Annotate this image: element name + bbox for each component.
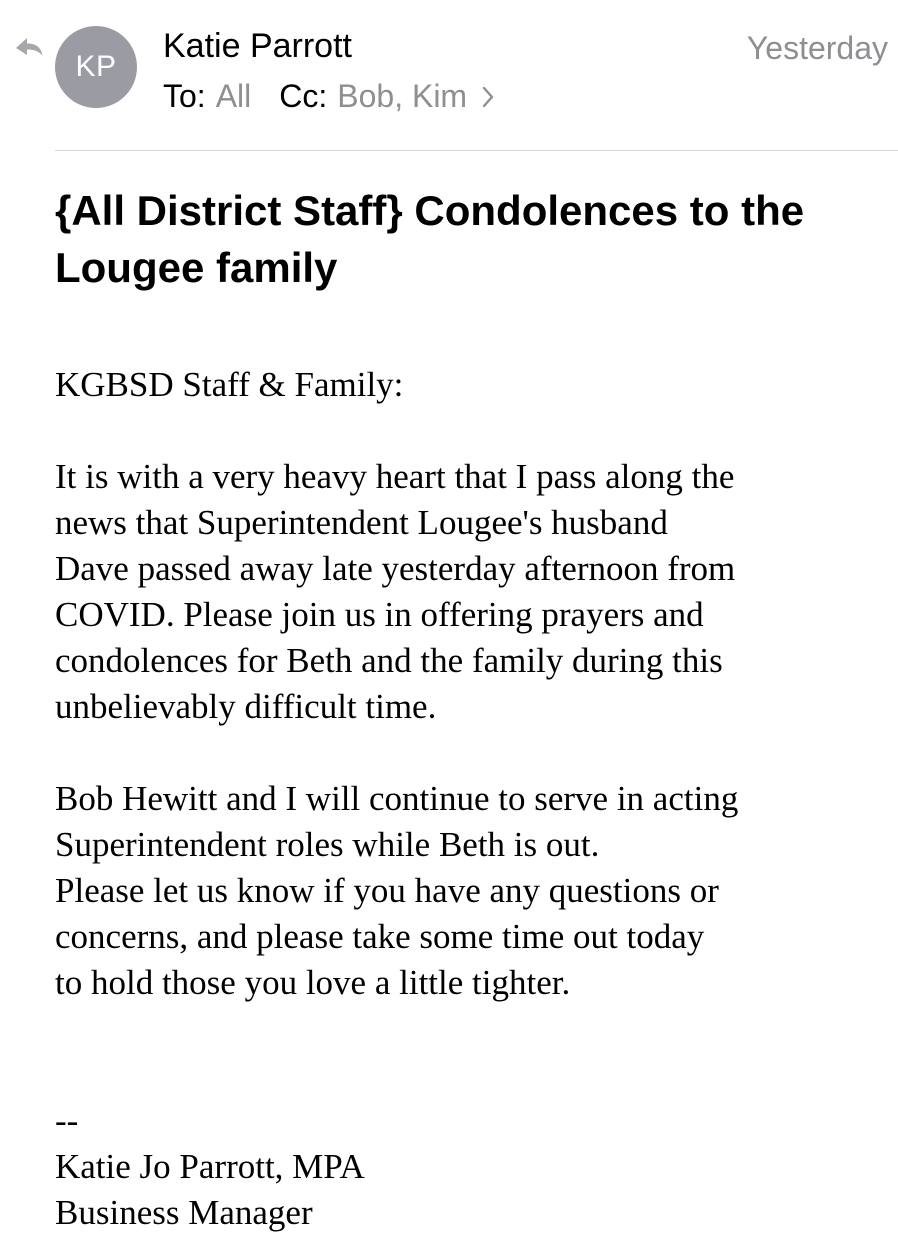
recipients-row[interactable]	[163, 78, 495, 115]
email-body	[55, 362, 895, 1236]
email-paragraph-2: Bob Hewitt and I will continue to serve in acting Superintendent roles while Beth is out. Please let us know if you have any questions or concerns, and please take some time out today to hold those you love a little tighter.	[55, 779, 739, 1002]
message-header	[0, 0, 898, 150]
signature-title: Business Manager	[55, 1193, 313, 1232]
cc-label: Cc:	[279, 78, 328, 114]
email-greeting: KGBSD Staff & Family:	[55, 365, 404, 404]
signature-separator: --	[55, 1101, 79, 1140]
cc-recipients[interactable]: Bob, Kim	[337, 78, 468, 114]
to-label: To:	[163, 78, 206, 114]
reply-arrow-icon	[14, 36, 44, 58]
signature-name: Katie Jo Parrott, MPA	[55, 1147, 365, 1186]
sender-avatar[interactable]	[55, 26, 137, 108]
to-recipients[interactable]: All	[215, 78, 252, 114]
sender-name[interactable]: Katie Parrott	[163, 27, 352, 65]
email-paragraph-1: It is with a very heavy heart that I pass along the news that Superintendent Lougee's husband Dave passed away late yesterday afternoon from COVID. Please join us in offering prayers and condolences for Beth and the family during this unbelievably difficult time.	[55, 457, 736, 726]
avatar-initials: KP	[75, 50, 117, 83]
message-date: Yesterday	[746, 30, 888, 66]
email-subject: {All District Staff} Condolences to the Lougee family	[55, 187, 805, 291]
chevron-right-icon[interactable]	[481, 86, 495, 108]
header-divider	[55, 150, 898, 151]
